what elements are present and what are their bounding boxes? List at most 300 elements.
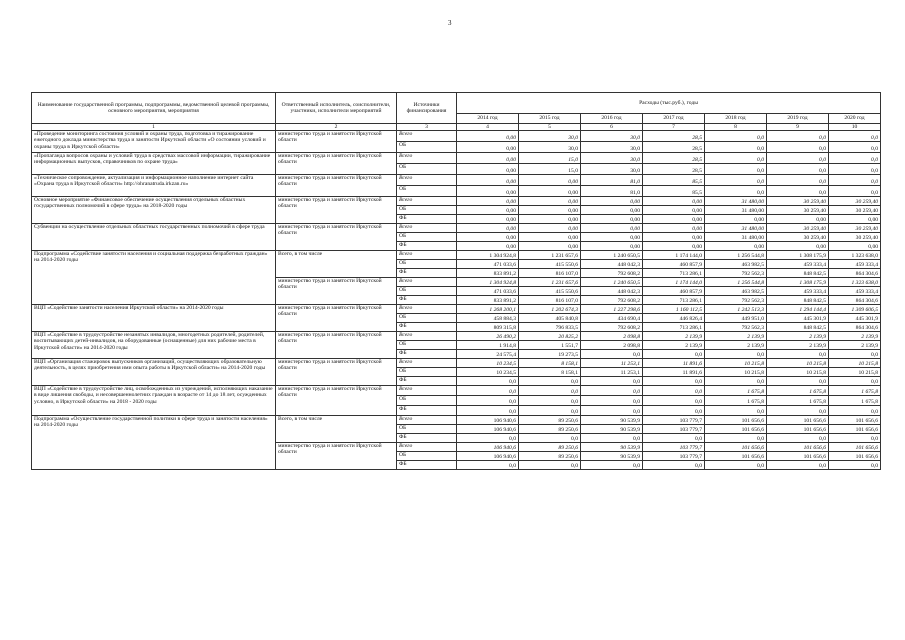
table-row [32, 224, 881, 233]
value-cell-year-4: 446 826,4 [643, 314, 705, 323]
value-cell-year-5: 101 656,6 [705, 452, 767, 461]
value-cell-year-5: 0,0 [705, 164, 767, 175]
value-cell-year-5: 31 480,00 [705, 233, 767, 242]
value-cell-year-6: 848 842,5 [767, 323, 829, 332]
value-cell-year-7: 0,0 [829, 434, 881, 443]
value-cell-year-2: 0,00 [519, 175, 581, 186]
value-cell-year-2: 0,00 [519, 215, 581, 224]
funding-source-cell: Всего [397, 197, 457, 206]
value-cell-year-7: 0,0 [829, 186, 881, 197]
responsible-cell: министерство труда и занятости Иркутской области [276, 332, 397, 359]
funding-source-cell: Всего [397, 386, 457, 396]
program-name-cell: ВЦП «Содействие в трудоустройстве лиц, освобожденных из учреждений, исполняющих наказание в виде лишения свободы, и несовершеннолетних граждан в возрасте от 14 до 18 лет, осужденных условно, в Иркутской области» на 2018 - 2020 годы [32, 386, 276, 416]
value-cell-year-2: 19 273,5 [519, 350, 581, 359]
value-cell-year-1: 0,00 [457, 153, 519, 164]
value-cell-year-4: 28,5 [643, 153, 705, 164]
value-cell-year-5: 31 480,00 [705, 206, 767, 215]
value-cell-year-7: 459 333,4 [829, 287, 881, 296]
value-cell-year-6: 1 675,8 [767, 386, 829, 396]
value-cell-year-5: 0,0 [705, 377, 767, 386]
funding-source-cell: ФБ [397, 215, 457, 224]
funding-source-cell: Всего [397, 332, 457, 341]
value-cell-year-2: 89 250,6 [519, 452, 581, 461]
value-cell-year-6: 445 301,9 [767, 314, 829, 323]
column-numbers-row [32, 124, 881, 131]
value-cell-year-3: 0,00 [581, 206, 643, 215]
header-name-col: Наименование государственной программы, подпрограммы, ведомственной целевой программы, основного мероприятия, мероприятия [32, 93, 276, 124]
value-cell-year-6: 459 333,4 [767, 287, 829, 296]
funding-source-cell: Всего [397, 416, 457, 425]
value-cell-year-1: 0,0 [457, 406, 519, 416]
value-cell-year-1: 26 490,2 [457, 332, 519, 341]
value-cell-year-2: 1 231 657,6 [519, 278, 581, 287]
value-cell-year-1: 106 940,6 [457, 425, 519, 434]
value-cell-year-1: 0,00 [457, 233, 519, 242]
value-cell-year-7: 1 323 638,0 [829, 278, 881, 287]
header-responsible-col: Ответственный исполнитель, соисполнители, участники, исполнители мероприятий [276, 93, 397, 124]
value-cell-year-7: 30 259,40 [829, 206, 881, 215]
budget-table [31, 92, 881, 470]
value-cell-year-5: 2 139,9 [705, 341, 767, 350]
value-cell-year-4: 0,00 [643, 215, 705, 224]
funding-source-cell: ФБ [397, 350, 457, 359]
value-cell-year-3: 0,00 [581, 224, 643, 233]
value-cell-year-7: 0,00 [829, 215, 881, 224]
value-cell-year-5: 792 562,3 [705, 323, 767, 332]
value-cell-year-7: 30 259,40 [829, 233, 881, 242]
value-cell-year-3: 0,0 [581, 434, 643, 443]
value-cell-year-3: 0,00 [581, 233, 643, 242]
value-cell-year-6: 848 842,5 [767, 296, 829, 305]
value-cell-year-7: 10 215,8 [829, 368, 881, 377]
value-cell-year-7: 1 675,8 [829, 386, 881, 396]
header-year-2: 2015 год [519, 114, 581, 124]
value-cell-year-3: 11 253,1 [581, 359, 643, 368]
value-cell-year-6: 0,0 [767, 377, 829, 386]
value-cell-year-2: 415 550,6 [519, 287, 581, 296]
value-cell-year-3: 448 042,3 [581, 260, 643, 269]
value-cell-year-6: 30 259,40 [767, 224, 829, 233]
value-cell-year-2: 15,0 [519, 153, 581, 164]
funding-source-cell: ОБ [397, 164, 457, 175]
value-cell-year-6: 0,0 [767, 186, 829, 197]
value-cell-year-4: 103 779,7 [643, 416, 705, 425]
table-row [32, 305, 881, 314]
column-number-3: 3 [397, 124, 457, 131]
value-cell-year-5: 0,00 [705, 242, 767, 251]
value-cell-year-4: 28,5 [643, 164, 705, 175]
value-cell-year-2: 0,0 [519, 461, 581, 470]
value-cell-year-2: 0,00 [519, 206, 581, 215]
program-name-cell: «Техническое сопровождение, актуализация и информационное наполнение интернет сайта «Охрана труда в Иркутской области» http://ohranatruda.irkzan.ru» [32, 175, 276, 197]
funding-source-cell: Всего [397, 359, 457, 368]
value-cell-year-4: 713 286,1 [643, 269, 705, 278]
value-cell-year-3: 2 098,8 [581, 341, 643, 350]
value-cell-year-6: 0,0 [767, 131, 829, 142]
value-cell-year-6: 0,0 [767, 406, 829, 416]
value-cell-year-6: 1 294 144,4 [767, 305, 829, 314]
value-cell-year-5: 0,0 [705, 434, 767, 443]
value-cell-year-1: 1 304 924,8 [457, 278, 519, 287]
funding-source-cell: ОБ [397, 260, 457, 269]
funding-source-cell: ОБ [397, 368, 457, 377]
value-cell-year-1: 809 315,8 [457, 323, 519, 332]
value-cell-year-4: 0,00 [643, 242, 705, 251]
value-cell-year-3: 30,0 [581, 153, 643, 164]
value-cell-year-1: 24 575,4 [457, 350, 519, 359]
value-cell-year-7: 0,0 [829, 350, 881, 359]
table-row [32, 251, 881, 260]
value-cell-year-7: 0,0 [829, 164, 881, 175]
value-cell-year-1: 0,0 [457, 386, 519, 396]
value-cell-year-5: 101 656,6 [705, 443, 767, 452]
value-cell-year-4: 1 174 144,0 [643, 251, 705, 260]
funding-source-cell: Всего [397, 305, 457, 314]
value-cell-year-2: 0,00 [519, 224, 581, 233]
value-cell-year-6: 1 308 175,9 [767, 251, 829, 260]
value-cell-year-3: 0,0 [581, 406, 643, 416]
value-cell-year-6: 0,0 [767, 142, 829, 153]
value-cell-year-3: 90 539,9 [581, 443, 643, 452]
value-cell-year-4: 0,0 [643, 350, 705, 359]
value-cell-year-7: 0,0 [829, 142, 881, 153]
value-cell-year-6: 101 656,6 [767, 443, 829, 452]
program-name-cell: ВЦП «Содействие в трудоустройстве незанятых инвалидов, многодетных родителей, родителей, воспитывающих детей-инвалидов, на оборудованные (оснащенные) для них рабочие места в Иркутской области» на 2014-2020 годы [32, 332, 276, 359]
column-number-5: 5 [519, 124, 581, 131]
value-cell-year-3: 11 253,1 [581, 368, 643, 377]
column-number-6: 6 [581, 124, 643, 131]
responsible-cell: министерство труда и занятости Иркутской области [276, 278, 397, 305]
value-cell-year-5: 0,0 [705, 406, 767, 416]
value-cell-year-3: 1 240 650,5 [581, 278, 643, 287]
program-name-cell: ВЦП «Содействие занятости населения Иркутской области» на 2014-2020 годы [32, 305, 276, 332]
funding-source-cell: ОБ [397, 425, 457, 434]
value-cell-year-1: 10 234,5 [457, 368, 519, 377]
value-cell-year-1: 1 268 200,1 [457, 305, 519, 314]
value-cell-year-3: 30,0 [581, 142, 643, 153]
value-cell-year-3: 2 098,8 [581, 332, 643, 341]
value-cell-year-3: 434 690,4 [581, 314, 643, 323]
value-cell-year-6: 30 259,40 [767, 233, 829, 242]
value-cell-year-7: 0,0 [829, 406, 881, 416]
value-cell-year-4: 0,00 [643, 206, 705, 215]
value-cell-year-2: 89 250,6 [519, 416, 581, 425]
value-cell-year-4: 0,0 [643, 434, 705, 443]
value-cell-year-4: 28,5 [643, 131, 705, 142]
value-cell-year-5: 0,0 [705, 350, 767, 359]
header-row [32, 93, 881, 114]
value-cell-year-2: 0,00 [519, 242, 581, 251]
column-number-8: 8 [705, 124, 767, 131]
value-cell-year-6: 848 842,5 [767, 269, 829, 278]
value-cell-year-7: 1 323 638,0 [829, 251, 881, 260]
funding-source-cell: Всего [397, 175, 457, 186]
value-cell-year-1: 0,00 [457, 175, 519, 186]
value-cell-year-4: 1 160 112,5 [643, 305, 705, 314]
funding-source-cell: Всего [397, 278, 457, 287]
value-cell-year-4: 11 891,6 [643, 368, 705, 377]
value-cell-year-7: 0,0 [829, 153, 881, 164]
value-cell-year-2: 816 107,0 [519, 296, 581, 305]
value-cell-year-4: 713 286,1 [643, 296, 705, 305]
funding-source-cell: ФБ [397, 461, 457, 470]
value-cell-year-2: 89 250,6 [519, 443, 581, 452]
value-cell-year-6: 0,0 [767, 164, 829, 175]
funding-source-cell: ФБ [397, 434, 457, 443]
value-cell-year-3: 1 240 650,5 [581, 251, 643, 260]
responsible-cell: министерство труда и занятости Иркутской области [276, 131, 397, 153]
table-row [32, 359, 881, 368]
value-cell-year-6: 0,0 [767, 350, 829, 359]
responsible-cell: Всего, в том числе [276, 416, 397, 443]
funding-source-cell: ОБ [397, 314, 457, 323]
value-cell-year-2: 0,0 [519, 406, 581, 416]
funding-source-cell: Всего [397, 443, 457, 452]
program-name-cell: Подпрограмма «Осуществление государственной политики в сфере труда и занятости населения» на 2014-2020 годы [32, 416, 276, 470]
value-cell-year-5: 0,0 [705, 461, 767, 470]
value-cell-year-6: 101 656,6 [767, 416, 829, 425]
responsible-cell: министерство труда и занятости Иркутской области [276, 197, 397, 224]
value-cell-year-5: 792 562,3 [705, 296, 767, 305]
value-cell-year-7: 1 309 606,5 [829, 305, 881, 314]
value-cell-year-1: 0,00 [457, 224, 519, 233]
value-cell-year-3: 792 608,2 [581, 269, 643, 278]
value-cell-year-6: 1 675,8 [767, 396, 829, 406]
funding-source-cell: Всего [397, 153, 457, 164]
value-cell-year-7: 101 656,6 [829, 443, 881, 452]
funding-source-cell: ФБ [397, 323, 457, 332]
responsible-cell: Всего, в том числе [276, 251, 397, 278]
value-cell-year-4: 85,5 [643, 175, 705, 186]
value-cell-year-7: 864 304,6 [829, 269, 881, 278]
funding-source-cell: ОБ [397, 206, 457, 215]
value-cell-year-1: 0,00 [457, 215, 519, 224]
value-cell-year-4: 460 857,9 [643, 260, 705, 269]
responsible-cell: министерство труда и занятости Иркутской области [276, 224, 397, 251]
header-year-5: 2018 год [705, 114, 767, 124]
value-cell-year-1: 1 914,8 [457, 341, 519, 350]
value-cell-year-4: 103 779,7 [643, 425, 705, 434]
value-cell-year-4: 11 891,6 [643, 359, 705, 368]
value-cell-year-6: 0,00 [767, 215, 829, 224]
value-cell-year-5: 1 675,8 [705, 396, 767, 406]
column-number-1: 1 [32, 124, 276, 131]
value-cell-year-6: 0,00 [767, 242, 829, 251]
value-cell-year-4: 2 139,9 [643, 341, 705, 350]
value-cell-year-2: 0,0 [519, 396, 581, 406]
value-cell-year-7: 0,00 [829, 242, 881, 251]
value-cell-year-3: 0,0 [581, 461, 643, 470]
value-cell-year-1: 833 891,2 [457, 269, 519, 278]
header-expenses-col: Расходы (тыс.руб.), годы [457, 93, 881, 114]
value-cell-year-2: 405 840,8 [519, 314, 581, 323]
responsible-cell: министерство труда и занятости Иркутской области [276, 359, 397, 386]
value-cell-year-1: 0,00 [457, 131, 519, 142]
value-cell-year-7: 2 139,9 [829, 341, 881, 350]
value-cell-year-1: 458 884,3 [457, 314, 519, 323]
responsible-cell: министерство труда и занятости Иркутской области [276, 443, 397, 470]
value-cell-year-7: 0,0 [829, 175, 881, 186]
value-cell-year-4: 103 779,7 [643, 452, 705, 461]
program-name-cell: «Пропаганда вопросов охраны и условий труда в средствах массовой информации, тиражирование информационных выпусков, справочников по охране труда» [32, 153, 276, 175]
value-cell-year-2: 1 202 674,3 [519, 305, 581, 314]
funding-source-cell: ОБ [397, 233, 457, 242]
value-cell-year-6: 0,0 [767, 461, 829, 470]
value-cell-year-7: 459 333,4 [829, 260, 881, 269]
value-cell-year-4: 85,5 [643, 186, 705, 197]
value-cell-year-7: 30 259,40 [829, 224, 881, 233]
value-cell-year-4: 460 857,9 [643, 287, 705, 296]
value-cell-year-3: 30,0 [581, 131, 643, 142]
value-cell-year-5: 101 656,6 [705, 416, 767, 425]
program-name-cell: ВЦП «Организация стажировок выпускников организаций, осуществляющих образовательную деятельность, в целях приобретения ими опыта работы в Иркутской области» на 2014-2020 годы [32, 359, 276, 386]
value-cell-year-3: 90 539,9 [581, 416, 643, 425]
value-cell-year-5: 2 139,9 [705, 332, 767, 341]
value-cell-year-5: 10 215,8 [705, 359, 767, 368]
value-cell-year-1: 471 033,6 [457, 287, 519, 296]
responsible-cell: министерство труда и занятости Иркутской области [276, 153, 397, 175]
value-cell-year-1: 106 940,6 [457, 452, 519, 461]
program-name-cell: «Проведение мониторинга состояния условий и охраны труда, подготовка и тиражирование ежегодного доклада министерства труда и занятости Иркутской области «О состоянии условий и охраны труда в Иркутской области» [32, 131, 276, 153]
value-cell-year-3: 30,0 [581, 164, 643, 175]
value-cell-year-5: 449 951,0 [705, 314, 767, 323]
value-cell-year-2: 796 833,5 [519, 323, 581, 332]
value-cell-year-1: 106 940,6 [457, 443, 519, 452]
funding-source-cell: ФБ [397, 406, 457, 416]
value-cell-year-5: 31 480,00 [705, 197, 767, 206]
value-cell-year-1: 0,0 [457, 434, 519, 443]
value-cell-year-4: 2 139,9 [643, 332, 705, 341]
value-cell-year-2: 30,0 [519, 142, 581, 153]
value-cell-year-7: 101 656,6 [829, 452, 881, 461]
table-row [32, 386, 881, 396]
header-year-3: 2016 год [581, 114, 643, 124]
value-cell-year-7: 10 215,8 [829, 359, 881, 368]
value-cell-year-4: 0,00 [643, 224, 705, 233]
value-cell-year-7: 0,0 [829, 461, 881, 470]
column-number-9: 9 [767, 124, 829, 131]
value-cell-year-2: 0,0 [519, 434, 581, 443]
value-cell-year-6: 101 656,6 [767, 452, 829, 461]
header-year-6: 2019 год [767, 114, 829, 124]
funding-source-cell: ФБ [397, 269, 457, 278]
value-cell-year-3: 81,0 [581, 186, 643, 197]
value-cell-year-6: 101 656,6 [767, 425, 829, 434]
value-cell-year-1: 471 033,6 [457, 260, 519, 269]
value-cell-year-7: 0,0 [829, 131, 881, 142]
value-cell-year-5: 0,0 [705, 131, 767, 142]
value-cell-year-5: 1 256 544,8 [705, 251, 767, 260]
value-cell-year-5: 1 256 544,8 [705, 278, 767, 287]
value-cell-year-2: 89 250,6 [519, 425, 581, 434]
value-cell-year-7: 2 139,9 [829, 332, 881, 341]
funding-source-cell: ОБ [397, 341, 457, 350]
value-cell-year-2: 816 107,0 [519, 269, 581, 278]
value-cell-year-6: 0,0 [767, 175, 829, 186]
table-row [32, 332, 881, 341]
value-cell-year-5: 0,0 [705, 153, 767, 164]
value-cell-year-2: 1 551,7 [519, 341, 581, 350]
value-cell-year-1: 0,00 [457, 197, 519, 206]
value-cell-year-2: 415 550,6 [519, 260, 581, 269]
value-cell-year-3: 0,00 [581, 215, 643, 224]
value-cell-year-2: 30,0 [519, 131, 581, 142]
value-cell-year-7: 864 304,6 [829, 323, 881, 332]
value-cell-year-5: 463 982,5 [705, 287, 767, 296]
table-row [32, 416, 881, 425]
value-cell-year-2: 8 158,1 [519, 368, 581, 377]
value-cell-year-2: 20 825,2 [519, 332, 581, 341]
value-cell-year-3: 0,0 [581, 377, 643, 386]
program-name-cell: Подпрограмма «Содействие занятости населения и социальная поддержка безработных граждан» на 2014-2020 годы [32, 251, 276, 305]
table-row [32, 153, 881, 164]
value-cell-year-4: 1 174 144,0 [643, 278, 705, 287]
value-cell-year-5: 1 242 513,3 [705, 305, 767, 314]
value-cell-year-4: 0,0 [643, 406, 705, 416]
value-cell-year-1: 0,0 [457, 396, 519, 406]
funding-source-cell: Всего [397, 251, 457, 260]
header-year-1: 2014 год [457, 114, 519, 124]
value-cell-year-5: 0,0 [705, 142, 767, 153]
value-cell-year-4: 0,0 [643, 386, 705, 396]
value-cell-year-1: 1 304 924,8 [457, 251, 519, 260]
value-cell-year-2: 0,00 [519, 197, 581, 206]
value-cell-year-1: 10 234,5 [457, 359, 519, 368]
value-cell-year-7: 101 656,6 [829, 425, 881, 434]
funding-source-cell: ФБ [397, 377, 457, 386]
value-cell-year-1: 0,00 [457, 164, 519, 175]
value-cell-year-1: 0,0 [457, 377, 519, 386]
value-cell-year-7: 0,0 [829, 377, 881, 386]
program-name-cell: Субвенции на осуществление отдельных областных государственных полномочий в сфере труда [32, 224, 276, 251]
value-cell-year-4: 0,00 [643, 233, 705, 242]
value-cell-year-7: 30 259,40 [829, 197, 881, 206]
value-cell-year-6: 0,0 [767, 153, 829, 164]
value-cell-year-1: 0,0 [457, 461, 519, 470]
value-cell-year-1: 0,00 [457, 186, 519, 197]
funding-source-cell: ОБ [397, 452, 457, 461]
responsible-cell: министерство труда и занятости Иркутской области [276, 386, 397, 416]
value-cell-year-1: 0,00 [457, 142, 519, 153]
table-row [32, 197, 881, 206]
value-cell-year-7: 445 301,9 [829, 314, 881, 323]
header-source-col: Источники финансирования [397, 93, 457, 124]
header-year-7: 2020 год [829, 114, 881, 124]
responsible-cell: министерство труда и занятости Иркутской области [276, 305, 397, 332]
value-cell-year-2: 8 158,1 [519, 359, 581, 368]
value-cell-year-3: 90 539,9 [581, 425, 643, 434]
column-number-7: 7 [643, 124, 705, 131]
responsible-cell: министерство труда и занятости Иркутской области [276, 175, 397, 197]
value-cell-year-1: 106 940,6 [457, 416, 519, 425]
value-cell-year-4: 713 286,1 [643, 323, 705, 332]
program-name-cell: Основное мероприятие «Финансовое обеспечение осуществления отдельных областных государственных полномочий в сфере труда» на 2018-2020 годы [32, 197, 276, 224]
value-cell-year-2: 0,0 [519, 386, 581, 396]
value-cell-year-5: 0,0 [705, 186, 767, 197]
value-cell-year-5: 0,0 [705, 175, 767, 186]
value-cell-year-5: 0,00 [705, 215, 767, 224]
value-cell-year-3: 1 227 298,6 [581, 305, 643, 314]
header-year-4: 2017 год [643, 114, 705, 124]
value-cell-year-3: 0,0 [581, 386, 643, 396]
value-cell-year-6: 10 215,8 [767, 368, 829, 377]
value-cell-year-1: 0,00 [457, 242, 519, 251]
value-cell-year-2: 0,00 [519, 186, 581, 197]
value-cell-year-5: 792 562,3 [705, 269, 767, 278]
value-cell-year-6: 2 139,9 [767, 341, 829, 350]
funding-source-cell: Всего [397, 131, 457, 142]
value-cell-year-3: 792 608,2 [581, 296, 643, 305]
